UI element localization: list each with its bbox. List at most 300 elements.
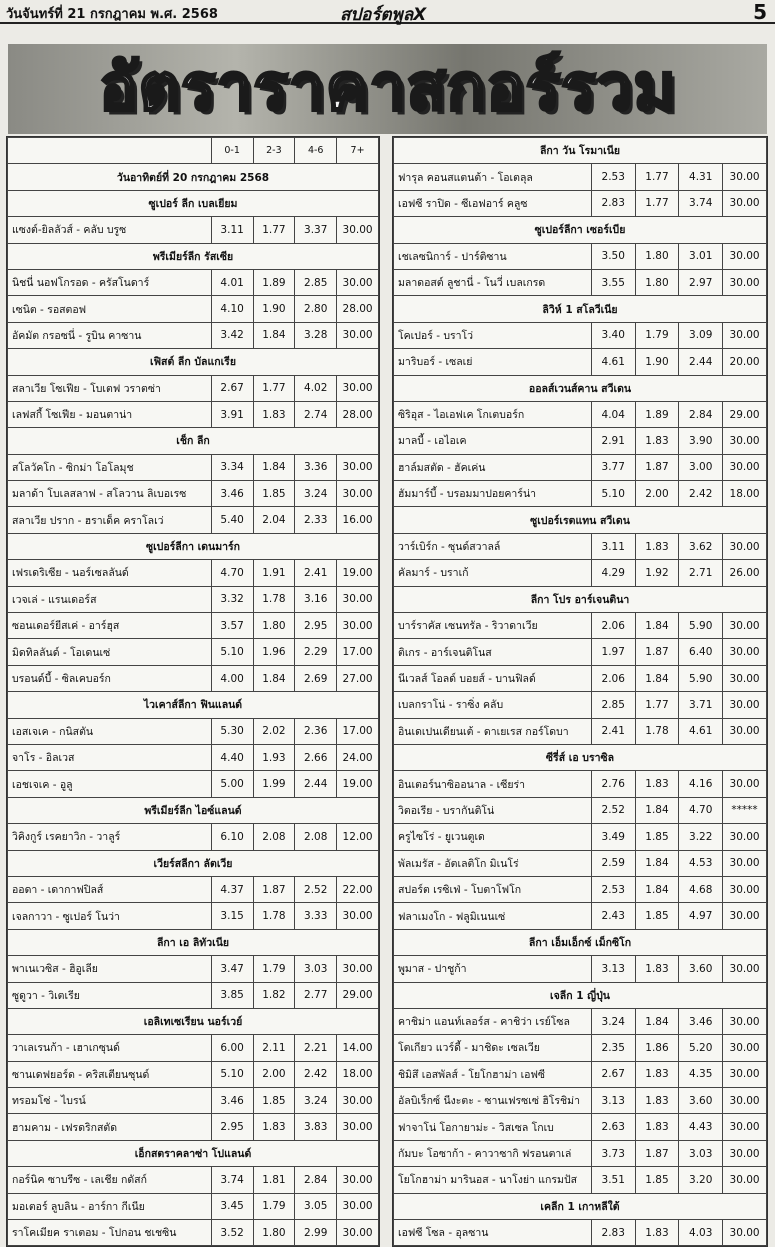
column-header: 2-3 (253, 138, 295, 164)
match-date-row (8, 164, 379, 190)
table-row (394, 639, 767, 665)
match-teams: คาชิม่า แอนท์เลอร์ส - คาชิว่า เรย์โซล (394, 1008, 592, 1034)
odds-value: 2.91 (591, 428, 635, 454)
odds-value: 2.69 (295, 665, 337, 691)
table-row (394, 401, 767, 427)
odds-value: 5.90 (679, 613, 723, 639)
league-row (8, 533, 379, 559)
odds-value: 1.83 (635, 771, 679, 797)
odds-value: 1.84 (635, 876, 679, 902)
table-row (394, 771, 767, 797)
match-teams: เชเลซนิการ์ - ปาร์ติซาน (394, 243, 592, 269)
odds-value: 30.00 (337, 454, 379, 480)
odds-value: 1.78 (635, 718, 679, 744)
odds-value: 2.06 (591, 613, 635, 639)
table-row (394, 613, 767, 639)
odds-value: 2.83 (591, 1220, 635, 1246)
match-teams: สโลวัคโก - ซิกม่า โอโลมุช (8, 454, 212, 480)
table-row (394, 1035, 767, 1061)
table-row (8, 744, 379, 770)
odds-value: 12.00 (337, 824, 379, 850)
table-row (394, 797, 767, 823)
odds-value: 2.63 (591, 1114, 635, 1140)
table-row (8, 217, 379, 243)
table-row (8, 375, 379, 401)
league-row (8, 428, 379, 454)
table-row (8, 903, 379, 929)
odds-value: 2.53 (591, 876, 635, 902)
odds-value: 1.83 (635, 1088, 679, 1114)
odds-value: 1.84 (635, 850, 679, 876)
left-odds-table (6, 136, 380, 1247)
league-name: เอลิเทเซเรียน นอร์เวย์ (8, 1008, 379, 1034)
odds-value: 3.37 (295, 217, 337, 243)
match-teams: ทรอมโซ่ - ไบรน์ (8, 1088, 212, 1114)
odds-value: 1.83 (635, 1220, 679, 1246)
odds-value: 30.00 (337, 481, 379, 507)
table-row (8, 639, 379, 665)
league-name: ลีกา โปร อาร์เจนตินา (394, 586, 767, 612)
odds-value: 3.05 (295, 1193, 337, 1219)
odds-value: 3.71 (679, 692, 723, 718)
table-row (8, 507, 379, 533)
match-teams: มาลบี้ - เอไอเค (394, 428, 592, 454)
odds-value: 30.00 (337, 269, 379, 295)
odds-value: 6.00 (211, 1035, 253, 1061)
odds-value: 3.60 (679, 1088, 723, 1114)
odds-value: 2.83 (591, 190, 635, 216)
league-name: ออลส์เวนส์คาน สวีเดน (394, 375, 767, 401)
table-row (394, 665, 767, 691)
odds-value: 1.89 (253, 269, 295, 295)
odds-value: 1.85 (635, 824, 679, 850)
table-row (8, 824, 379, 850)
league-row (8, 349, 379, 375)
odds-value: 18.00 (337, 1061, 379, 1087)
odds-value: 1.83 (253, 1114, 295, 1140)
table-row (8, 322, 379, 348)
match-teams: ซิริอุส - ไอเอฟเค โกเตบอร์ก (394, 401, 592, 427)
odds-value: 2.02 (253, 718, 295, 744)
table-row (8, 560, 379, 586)
match-teams: ฮาล์มสตัด - ฮัคเค่น (394, 454, 592, 480)
odds-value: 1.97 (591, 639, 635, 665)
table-row (8, 982, 379, 1008)
table-row (394, 428, 767, 454)
odds-value: 2.21 (295, 1035, 337, 1061)
match-teams: เอชเจเค - อูลู (8, 771, 212, 797)
odds-value: 3.51 (591, 1167, 635, 1193)
league-name: ซูเปอร์เรตแทน สวีเดน (394, 507, 767, 533)
odds-value: 3.73 (591, 1140, 635, 1166)
odds-value: 4.35 (679, 1061, 723, 1087)
league-row (394, 586, 767, 612)
league-name: ไวเคาส์ลีกา ฟินแลนด์ (8, 692, 379, 718)
odds-value: 5.30 (211, 718, 253, 744)
odds-value: 30.00 (723, 718, 767, 744)
odds-value: 3.74 (679, 190, 723, 216)
odds-value: 2.67 (211, 375, 253, 401)
odds-value: 1.84 (635, 1008, 679, 1034)
match-teams: สลาเวีย ปราก - ฮราเด็ค คราโลเว่ (8, 507, 212, 533)
odds-value: 29.00 (723, 401, 767, 427)
odds-value: 19.00 (337, 771, 379, 797)
odds-value: 30.00 (723, 1088, 767, 1114)
league-row (8, 1008, 379, 1034)
odds-value: 5.90 (679, 665, 723, 691)
match-teams: มอเตอร์ ลูบลิน - อาร์กา กีเนีย (8, 1193, 212, 1219)
odds-value: 4.29 (591, 560, 635, 586)
match-teams: เวจเล่ - แรนเดอร์ส (8, 586, 212, 612)
column-header: 0-1 (211, 138, 253, 164)
league-name: พรีเมียร์ลีก ไอซ์แลนด์ (8, 797, 379, 823)
table-row (8, 1035, 379, 1061)
odds-value: 3.52 (211, 1220, 253, 1246)
match-teams: ออดา - เดากาฟปิลส์ (8, 876, 212, 902)
odds-value: 26.00 (723, 560, 767, 586)
table-row (394, 1114, 767, 1140)
odds-value: 1.85 (635, 1167, 679, 1193)
table-row (8, 665, 379, 691)
league-name: ลีกา เอ ลิทัวเนีย (8, 929, 379, 955)
odds-value: 30.00 (723, 771, 767, 797)
odds-value: 2.97 (679, 269, 723, 295)
match-teams: ฟลาเมงโก - ฟลูมิเนนเซ่ (394, 903, 592, 929)
odds-value: 30.00 (337, 613, 379, 639)
table-row (394, 1088, 767, 1114)
odds-value: 2.84 (295, 1167, 337, 1193)
odds-value: 30.00 (723, 639, 767, 665)
match-teams: สปอร์ต เรซิเฟ่ - โบตาโฟโก (394, 876, 592, 902)
table-row (8, 481, 379, 507)
match-teams: เซนิต - รอสตอฟ (8, 296, 212, 322)
odds-value: 30.00 (723, 164, 767, 190)
odds-value: 2.80 (295, 296, 337, 322)
league-row (394, 1193, 767, 1219)
odds-value: 1.91 (253, 560, 295, 586)
odds-value: 4.40 (211, 744, 253, 770)
odds-value: 3.55 (591, 269, 635, 295)
odds-value: 1.80 (635, 243, 679, 269)
odds-value: 1.80 (253, 613, 295, 639)
odds-value: 3.42 (211, 322, 253, 348)
table-row (394, 903, 767, 929)
banner-title: อัตราราคาสกอร์รวม (99, 51, 677, 125)
match-teams: บรอนด์บี้ - ซิลเคบอร์ก (8, 665, 212, 691)
match-teams: ฮามคาม - เฟรดริกสตัด (8, 1114, 212, 1140)
league-row (8, 850, 379, 876)
odds-value: 30.00 (723, 824, 767, 850)
match-teams: เอฟซี ราปิด - ซีเอฟอาร์ คลูซ (394, 190, 592, 216)
odds-value: 3.60 (679, 956, 723, 982)
odds-value: 3.50 (591, 243, 635, 269)
brand-logo: สปอร์ตพูลX (340, 5, 427, 25)
match-teams: โคเปอร์ - บราโว่ (394, 322, 592, 348)
odds-value: 30.00 (723, 956, 767, 982)
match-teams: แซงต์-ยิลลัวส์ - คลับ บรูซ (8, 217, 212, 243)
odds-value: 3.00 (679, 454, 723, 480)
match-teams: ชิมิสึ เอสพัลส์ - โยโกฮาม่า เอฟซี (394, 1061, 592, 1087)
league-name: ซีรี่ส์ เอ บราซิล (394, 744, 767, 770)
match-teams: ซอนเดอร์ยีสเค่ - อาร์ฮุส (8, 613, 212, 639)
odds-value: 30.00 (723, 1035, 767, 1061)
odds-value: 2.41 (591, 718, 635, 744)
table-row (8, 1088, 379, 1114)
league-row (8, 929, 379, 955)
league-row (394, 929, 767, 955)
odds-value: 1.79 (635, 322, 679, 348)
match-teams: คัลมาร์ - บราเก้ (394, 560, 592, 586)
odds-value: 4.04 (591, 401, 635, 427)
title-banner (8, 44, 767, 134)
odds-value: 3.16 (295, 586, 337, 612)
match-teams: ซูดูวา - วิเตเรีย (8, 982, 212, 1008)
table-row (8, 718, 379, 744)
odds-value: 2.08 (295, 824, 337, 850)
table-row (394, 481, 767, 507)
odds-value: 3.36 (295, 454, 337, 480)
odds-value: 30.00 (337, 217, 379, 243)
odds-value: 1.96 (253, 639, 295, 665)
odds-value: ***** (723, 797, 767, 823)
table-row (8, 613, 379, 639)
match-teams: จาโร - อิลเวส (8, 744, 212, 770)
odds-value: 30.00 (337, 586, 379, 612)
odds-value: 4.70 (211, 560, 253, 586)
odds-value: 30.00 (337, 956, 379, 982)
odds-value: 30.00 (723, 1114, 767, 1140)
league-name: ลีกา เอ็มเอ็กซ์ เม็กซิโก (394, 929, 767, 955)
table-row (8, 1061, 379, 1087)
match-teams: ราโคเมียค ราเตอม - โปกอน ชเชซิน (8, 1220, 212, 1246)
table-row (394, 322, 767, 348)
odds-value: 1.84 (635, 797, 679, 823)
table-row (8, 956, 379, 982)
table-row (394, 1008, 767, 1034)
odds-value: 30.00 (723, 1140, 767, 1166)
odds-value: 3.13 (591, 1088, 635, 1114)
table-row (394, 850, 767, 876)
table-row (394, 243, 767, 269)
table-row (8, 1220, 379, 1246)
table-row (394, 1167, 767, 1193)
league-row (8, 797, 379, 823)
odds-value: 30.00 (337, 1193, 379, 1219)
odds-value: 1.85 (253, 481, 295, 507)
odds-value: 1.83 (635, 1114, 679, 1140)
odds-value: 4.31 (679, 164, 723, 190)
league-name: พรีเมียร์ลีก รัสเซีย (8, 243, 379, 269)
league-row (394, 507, 767, 533)
odds-value: 20.00 (723, 349, 767, 375)
odds-value: 3.90 (679, 428, 723, 454)
match-teams: วิตอเรีย - บรากันติโน่ (394, 797, 592, 823)
odds-value: 30.00 (337, 322, 379, 348)
odds-value: 1.79 (253, 1193, 295, 1219)
odds-value: 27.00 (337, 665, 379, 691)
odds-value: 3.40 (591, 322, 635, 348)
table-row (394, 876, 767, 902)
table-row (8, 269, 379, 295)
match-teams: เลฟสกี้ โซเฟีย - มอนตาน่า (8, 401, 212, 427)
match-teams: โตเกียว แวร์ดี้ - มาชิดะ เซลเวีย (394, 1035, 592, 1061)
league-name: เอ็กสตราคลาซ่า โปแลนด์ (8, 1140, 379, 1166)
odds-value: 4.70 (679, 797, 723, 823)
odds-value: 30.00 (723, 533, 767, 559)
odds-value: 4.10 (211, 296, 253, 322)
match-teams: อัลบิเร็กซ์ นีงะตะ - ซานเฟรซเซ่ ฮิโรชิม่า (394, 1088, 592, 1114)
odds-value: 30.00 (337, 1114, 379, 1140)
odds-value: 30.00 (337, 1167, 379, 1193)
odds-value: 2.85 (295, 269, 337, 295)
match-teams: ฟารุล คอนสแตนต้า - โอเตลุล (394, 164, 592, 190)
match-teams: พาเนเวซิส - ฮิอูเลีย (8, 956, 212, 982)
odds-value: 3.34 (211, 454, 253, 480)
league-name: เฟิสต์ ลีก บัลแกเรีย (8, 349, 379, 375)
odds-value: 1.77 (253, 217, 295, 243)
odds-value: 2.44 (679, 349, 723, 375)
odds-value: 2.00 (635, 481, 679, 507)
match-teams: อินเตอร์นาซิออนาล - เซียร่า (394, 771, 592, 797)
league-name: ซูเปอร์ ลีก เบลเยียม (8, 190, 379, 216)
odds-value: 2.33 (295, 507, 337, 533)
odds-value: 3.11 (211, 217, 253, 243)
odds-value: 29.00 (337, 982, 379, 1008)
odds-value: 2.95 (295, 613, 337, 639)
match-teams: ฮัมมาร์บี้ - บรอมมาปอยคาร์น่า (394, 481, 592, 507)
odds-value: 1.78 (253, 903, 295, 929)
table-row (8, 454, 379, 480)
table-row (8, 876, 379, 902)
odds-value: 30.00 (723, 1167, 767, 1193)
odds-value: 1.83 (253, 401, 295, 427)
league-name: เคลีก 1 เกาหลีใต้ (394, 1193, 767, 1219)
league-name: ลีกา วัน โรมาเนีย (394, 138, 767, 164)
odds-value: 5.10 (211, 1061, 253, 1087)
odds-value: 1.77 (635, 164, 679, 190)
odds-value: 1.77 (635, 692, 679, 718)
odds-value: 1.84 (253, 665, 295, 691)
odds-value: 30.00 (723, 322, 767, 348)
odds-value: 3.47 (211, 956, 253, 982)
table-row (8, 1114, 379, 1140)
odds-value: 1.90 (253, 296, 295, 322)
match-teams: พัลเมรัส - อัตเลติโก มิเนโร่ (394, 850, 592, 876)
odds-value: 3.83 (295, 1114, 337, 1140)
odds-value: 2.99 (295, 1220, 337, 1246)
odds-value: 2.77 (295, 982, 337, 1008)
table-row (8, 401, 379, 427)
odds-value: 4.02 (295, 375, 337, 401)
odds-value: 3.24 (295, 481, 337, 507)
odds-value: 1.85 (253, 1088, 295, 1114)
odds-value: 3.03 (679, 1140, 723, 1166)
table-row (394, 190, 767, 216)
odds-value: 5.40 (211, 507, 253, 533)
match-teams: นิชนี่ นอฟโกรอด - ครัสโนดาร์ (8, 269, 212, 295)
league-name: เจลีก 1 ญี่ปุ่น (394, 982, 767, 1008)
odds-value: 2.52 (591, 797, 635, 823)
odds-value: 2.95 (211, 1114, 253, 1140)
match-teams: เจลกาวา - ซูเปอร์ โนว่า (8, 903, 212, 929)
odds-value: 30.00 (723, 1220, 767, 1246)
odds-value: 3.46 (679, 1008, 723, 1034)
match-teams: มลาด้า โบเลสลาฟ - สโลวาน ลิเบอเรซ (8, 481, 212, 507)
league-name: เช็ก ลีก (8, 428, 379, 454)
odds-value: 1.80 (253, 1220, 295, 1246)
odds-value: 18.00 (723, 481, 767, 507)
match-teams: พูมาส - ปาชูก้า (394, 956, 592, 982)
match-teams: ฟาจาโน่ โอกายาม่ะ - วิสเซล โกเบ (394, 1114, 592, 1140)
odds-value: 2.43 (591, 903, 635, 929)
odds-value: 3.11 (591, 533, 635, 559)
league-row (394, 744, 767, 770)
issue-date: วันจันทร์ที่ 21 กรกฎาคม พ.ศ. 2568 (6, 7, 218, 22)
match-teams: โยโกฮาม่า มารินอส - นาโงย่า แกรมปัส (394, 1167, 592, 1193)
odds-value: 4.97 (679, 903, 723, 929)
odds-value: 1.83 (635, 956, 679, 982)
odds-value: 2.59 (591, 850, 635, 876)
odds-value: 1.87 (635, 1140, 679, 1166)
odds-value: 3.01 (679, 243, 723, 269)
odds-value: 4.00 (211, 665, 253, 691)
odds-value: 2.35 (591, 1035, 635, 1061)
odds-value: 30.00 (723, 613, 767, 639)
match-teams: วาร์เบิร์ก - ซุนด์สวาลล์ (394, 533, 592, 559)
odds-value: 28.00 (337, 296, 379, 322)
odds-value: 1.93 (253, 744, 295, 770)
odds-value: 1.87 (635, 639, 679, 665)
odds-value: 1.92 (635, 560, 679, 586)
match-teams: ครูไซโร่ - ยูเวนตูเด (394, 824, 592, 850)
match-teams: มาริบอร์ - เซลเย่ (394, 349, 592, 375)
match-teams: มิดทิลลันด์ - โอเดนเซ่ (8, 639, 212, 665)
odds-value: 1.79 (253, 956, 295, 982)
odds-value: 2.44 (295, 771, 337, 797)
right-odds-table (392, 136, 768, 1247)
league-row (394, 217, 767, 243)
odds-value: 1.84 (635, 665, 679, 691)
odds-value: 4.43 (679, 1114, 723, 1140)
odds-value: 30.00 (723, 903, 767, 929)
column-header-row (8, 138, 379, 164)
odds-value: 2.42 (295, 1061, 337, 1087)
table-row (394, 1140, 767, 1166)
page-header (0, 0, 775, 24)
match-teams: วิคิงกูร์ เรคยาวิก - วาลูร์ (8, 824, 212, 850)
odds-value: 1.87 (253, 876, 295, 902)
odds-value: 3.46 (211, 1088, 253, 1114)
match-teams: กอร์นิค ซาบรีซ - เลเชีย กดัสก์ (8, 1167, 212, 1193)
odds-value: 4.53 (679, 850, 723, 876)
odds-value: 2.85 (591, 692, 635, 718)
odds-value: 5.10 (211, 639, 253, 665)
odds-value: 2.66 (295, 744, 337, 770)
odds-value: 2.04 (253, 507, 295, 533)
match-teams: เบลกราโน่ - ราซิ่ง คลับ (394, 692, 592, 718)
odds-value: 30.00 (723, 454, 767, 480)
odds-value: 1.99 (253, 771, 295, 797)
league-name: ซูเปอร์ลีกา เดนมาร์ก (8, 533, 379, 559)
odds-value: 4.68 (679, 876, 723, 902)
league-row (8, 243, 379, 269)
odds-value: 28.00 (337, 401, 379, 427)
odds-value: 3.24 (295, 1088, 337, 1114)
table-row (8, 296, 379, 322)
table-row (8, 771, 379, 797)
odds-value: 2.29 (295, 639, 337, 665)
odds-value: 1.85 (635, 903, 679, 929)
